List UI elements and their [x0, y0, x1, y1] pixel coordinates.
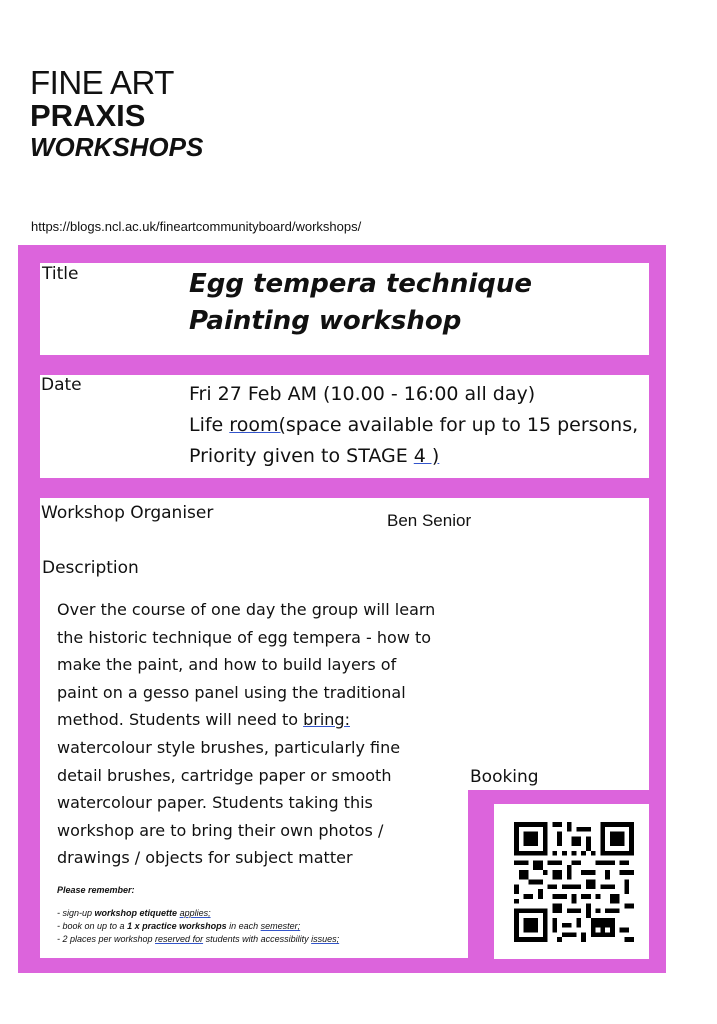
- remember-item-2: - book on up to a 1 x practice workshops in each semester;: [57, 921, 301, 931]
- qr-code-icon[interactable]: [514, 822, 634, 942]
- description-line-10: drawings / objects for subject matter: [57, 848, 353, 868]
- header-fine-art: FINE ART: [30, 64, 174, 101]
- description-line-3: make the paint, and how to build layers of: [57, 655, 397, 675]
- header-praxis: PRAXIS: [30, 98, 146, 133]
- organiser-name: Ben Senior: [387, 511, 472, 530]
- remember-heading: Please remember:: [57, 885, 135, 895]
- date-line-2: Life room(space available for up to 15 persons,: [189, 414, 639, 436]
- workshops-url[interactable]: https://blogs.ncl.ac.uk/fineartcommunityboard/workshops/: [31, 219, 362, 234]
- description-line-4: paint on a gesso panel using the traditional: [57, 682, 406, 702]
- description-line-9: workshop are to bring their own photos /: [57, 820, 384, 840]
- description-label: Description: [42, 558, 139, 578]
- workshop-title-line2: Painting workshop: [189, 306, 462, 336]
- description-line-1: Over the course of one day the group will learn: [57, 600, 436, 619]
- booking-label: Booking: [470, 767, 539, 787]
- description-line-7: detail brushes, cartridge paper or smooth: [57, 765, 392, 785]
- date-line-1: Fri 27 Feb AM (10.00 - 16:00 all day): [189, 383, 536, 405]
- header-workshops: WORKSHOPS: [30, 132, 204, 162]
- date-line-3: Priority given to STAGE 4 ): [189, 445, 440, 467]
- remember-item-1: - sign-up workshop etiquette applies;: [57, 908, 211, 918]
- description-line-5: method. Students will need to bring:: [57, 710, 350, 730]
- organiser-label: Workshop Organiser: [41, 503, 214, 523]
- title-label: Title: [42, 264, 79, 284]
- workshop-title-line1: Egg tempera technique: [189, 269, 533, 299]
- remember-item-3: - 2 places per workshop reserved for students with accessibility issues;: [57, 934, 340, 944]
- description-line-8: watercolour paper. Students taking this: [57, 793, 373, 813]
- description-line-2: the historic technique of egg tempera - how to: [57, 627, 432, 647]
- description-line-6: watercolour style brushes, particularly fine: [57, 738, 401, 757]
- date-label: Date: [41, 375, 82, 395]
